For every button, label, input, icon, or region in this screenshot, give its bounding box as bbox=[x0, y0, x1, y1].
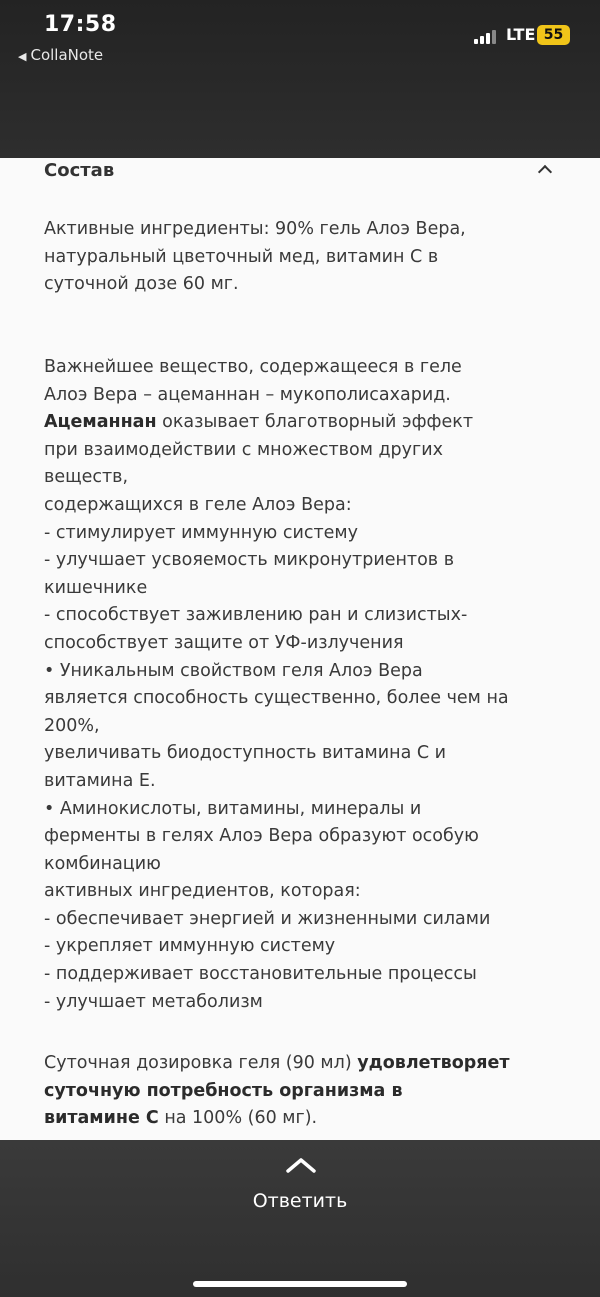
text-line: Активные ингредиенты: 90% гель Алоэ Вера, bbox=[44, 219, 466, 239]
bold-term: витамине С bbox=[44, 1108, 159, 1129]
text-line: является способность существенно, более чем на bbox=[44, 688, 509, 709]
text-fragment: Суточная дозировка геля (90 мл) bbox=[44, 1053, 358, 1073]
text-line: - поддерживает восстановительные процессы bbox=[44, 964, 477, 985]
text-line: • Уникальным свойством геля Алоэ Вера bbox=[44, 660, 423, 681]
text-line: Алоэ Вера – ацеманнан – мукополисахарид. bbox=[44, 384, 451, 405]
battery-indicator: 55 bbox=[537, 25, 570, 45]
text-line: витамина Е. bbox=[44, 770, 156, 791]
text-line: - улучшает метаболизм bbox=[44, 991, 263, 1012]
cellular-signal-icon bbox=[474, 28, 496, 44]
chevron-up-icon[interactable] bbox=[538, 165, 552, 179]
text-line: веществ, bbox=[44, 467, 129, 488]
bold-term: суточную потребность организма в bbox=[44, 1080, 403, 1101]
text-line: натуральный цветочный мед, витамин С в bbox=[44, 246, 439, 267]
text-line: - укрепляет иммунную систему bbox=[44, 936, 336, 957]
text-line: - способствует заживлению ран и слизистых- bbox=[44, 605, 468, 626]
network-type: LTE bbox=[506, 25, 536, 44]
back-to-app-button[interactable] bbox=[18, 46, 103, 64]
text-fragment: на 100% (60 мг). bbox=[158, 1108, 318, 1129]
text-line: увеличивать биодоступность витамина С и bbox=[44, 743, 447, 764]
section-header[interactable] bbox=[44, 158, 556, 188]
text-line bbox=[44, 1050, 564, 1078]
back-arrow-icon: ◀ bbox=[18, 50, 27, 63]
note-content[interactable] bbox=[0, 158, 600, 1140]
home-indicator[interactable] bbox=[193, 1281, 407, 1287]
text-line: комбинацию bbox=[44, 853, 161, 874]
text-line: • Аминокислоты, витамины, минералы и bbox=[44, 798, 422, 819]
text-line: суточной дозе 60 мг. bbox=[44, 274, 239, 295]
paragraph-daily-dose bbox=[44, 1050, 564, 1133]
text-line bbox=[44, 409, 564, 437]
back-app-label: CollaNote bbox=[30, 46, 104, 64]
reply-button[interactable]: Ответить bbox=[252, 1190, 348, 1212]
bold-term: Ацеманнан bbox=[44, 412, 157, 433]
text-line: Важнейшее вещество, содержащееся в геле bbox=[44, 357, 462, 377]
paragraph-acemannan bbox=[44, 354, 564, 1016]
text-line: - обеспечивает энергией и жизненными силами bbox=[44, 908, 491, 929]
text-line: содержащихся в геле Алоэ Вера: bbox=[44, 494, 352, 515]
status-bar bbox=[0, 0, 600, 160]
text-line: способствует защите от УФ-излучения bbox=[44, 632, 404, 653]
section-title: Состав bbox=[44, 160, 115, 181]
clock: 17:58 bbox=[44, 12, 117, 37]
chevron-up-icon[interactable] bbox=[285, 1156, 317, 1174]
text-line: - улучшает усвояемость микронутриентов в bbox=[44, 550, 455, 571]
text-line bbox=[44, 1105, 564, 1133]
bold-term: удовлетворяет bbox=[357, 1053, 510, 1073]
text-line: кишечнике bbox=[44, 577, 148, 598]
text-line bbox=[44, 1078, 564, 1106]
text-line: ферменты в гелях Алоэ Вера образуют особую bbox=[44, 826, 479, 847]
text-line: - стимулирует иммунную систему bbox=[44, 522, 358, 543]
text-line: активных ингредиентов, которая: bbox=[44, 881, 361, 902]
text-line: 200%, bbox=[44, 715, 100, 736]
reply-bar bbox=[0, 1140, 600, 1297]
text-fragment: оказывает благотворный эффект bbox=[156, 412, 474, 433]
paragraph-active-ingredients bbox=[44, 216, 564, 299]
text-line: при взаимодействии с множеством других bbox=[44, 439, 443, 460]
